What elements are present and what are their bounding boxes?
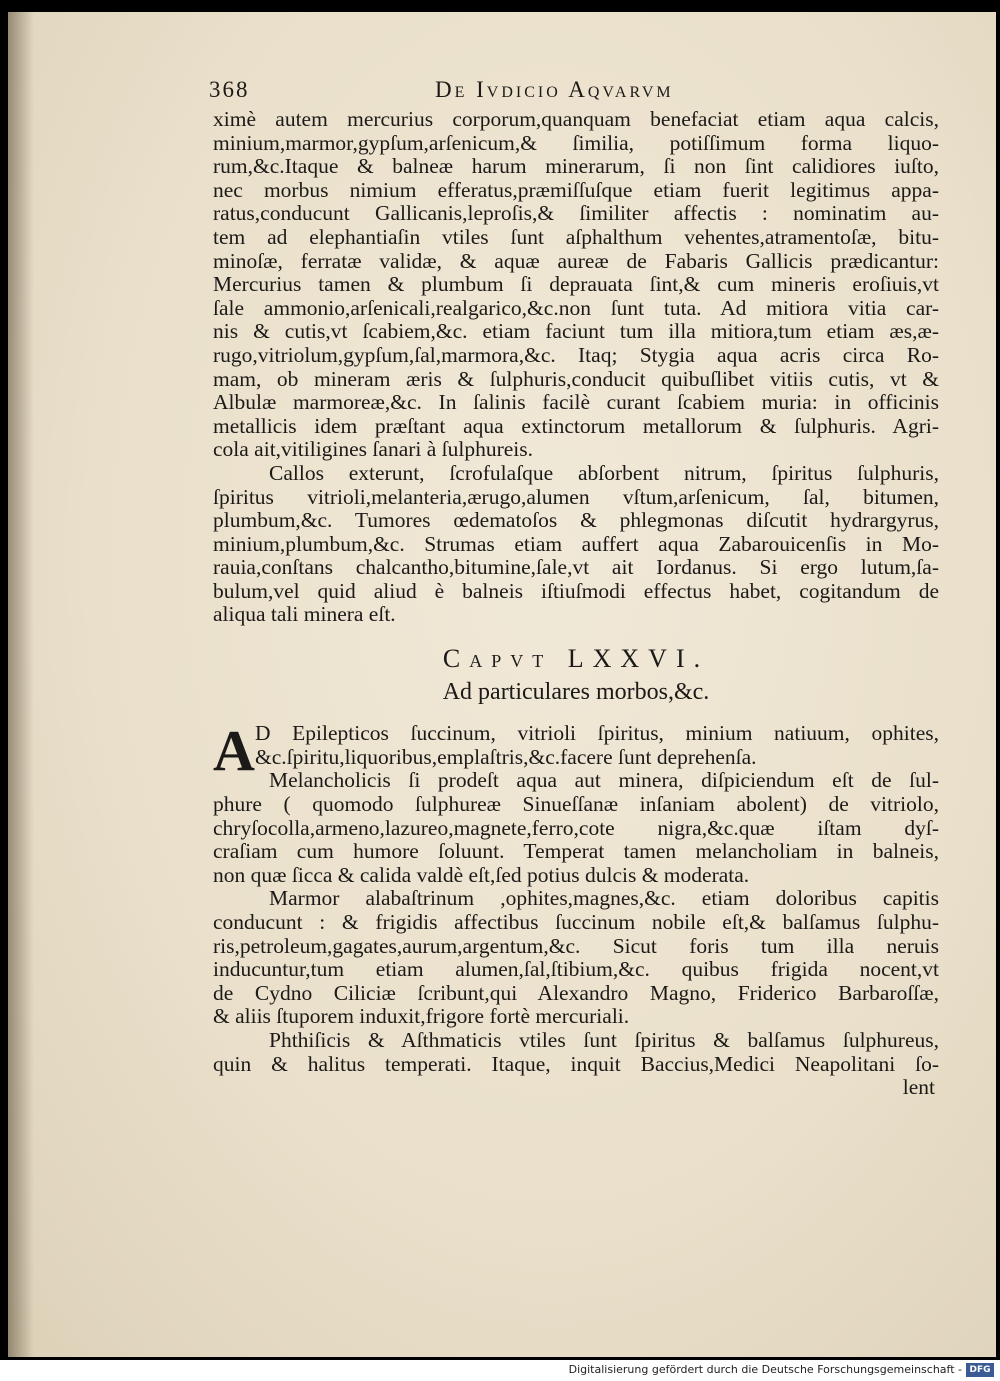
text-line: non quæ ſicca & calida valdè eſt,ſed potius dulcis & moderata.	[213, 862, 750, 887]
text-line: Melancholicis ſi prodeſt aqua aut minera, diſpiciendum eſt de ſul-	[269, 768, 939, 793]
text-line: tem ad elephantiaſin vtiles ſunt aſphalthum vehentes,atramentoſæ, bitu-	[213, 224, 939, 249]
text-line: phure ( quomodo ſulphureæ Sinueſſanæ inſaniam abolent) de vitriolo,	[213, 792, 939, 817]
text-line: ximè autem mercurius corporum,quanquam benefaciat etiam aqua calcis,	[213, 107, 939, 131]
text-line: &c.ſpiritu,liquoribus,emplaſtris,&c.facere ſunt deprehenſa.	[255, 744, 757, 769]
text-line: cola ait,vitiligines ſanari à ſulphureis.	[213, 437, 534, 462]
text-line: aliqua tali minera eſt.	[213, 602, 396, 627]
text-line: minoſæ, ferratæ validæ, & aquæ aureæ de Fabaris Gallicis prædicantur:	[213, 248, 939, 273]
text-line: quin & halitus temperati. Itaque, inquit Baccius,Medici Neapolitani ſo-	[213, 1051, 939, 1076]
catchword: lent	[902, 1075, 935, 1100]
gutter-shadow	[8, 12, 34, 1357]
text-line: ſpiritus vitrioli,melanteria,ærugo,alumen vſtum,arſenicum, ſal, bitumen,	[213, 484, 939, 509]
text-line: minium,plumbum,&c. Strumas etiam auffert aqua Zabarouicenſis in Mo-	[213, 531, 939, 556]
text-line: nis & cutis,vt ſcabiem,&c. etiam faciunt tum illa mitiora,tum etiam æs,æ-	[213, 319, 939, 344]
footer-bar	[0, 1360, 1000, 1381]
chapter-title: Capvt LXXVI.	[442, 644, 710, 674]
text-line: Marmor alabaſtrinum ,ophites,magnes,&c. etiam doloribus capitis	[269, 886, 939, 911]
drop-cap: A	[213, 718, 255, 784]
running-title: De Ivdicio Aqvarvm	[435, 77, 674, 102]
text-line: metallicis idem præſtant aqua extinctorum metallorum & ſulphuris. Agri-	[213, 413, 939, 438]
page-text	[209, 77, 939, 1100]
text-line: plumbum,&c. Tumores œdematoſos & phlegmonas diſcutit hydrargyrus,	[213, 508, 939, 533]
text-line: bulum,vel quid aliud è balneis iſtiuſmodi effectus habet, cogitandum de	[213, 578, 939, 603]
text-line: ſale ammonio,arſenicali,realgarico,&c.non ſunt tuta. Ad mitiora vitia car-	[213, 295, 939, 320]
text-line: & aliis ſtuporem induxit,frigore fortè mercuriali.	[213, 1004, 630, 1029]
text-line: D Epilepticos ſuccinum, vitrioli ſpiritus, minium natiuum, ophites,	[255, 721, 939, 746]
paragraph-6	[213, 1029, 939, 1076]
text-line: Mercurius tamen & plumbum ſi deprauata ſint,& cum mineris eroſiuis,vt	[213, 272, 939, 297]
running-head	[209, 77, 939, 108]
text-line: de Cydno Ciliciæ ſcribunt,qui Alexandro Magno, Friderico Barbaroſſæ,	[213, 980, 939, 1005]
text-line: craſiam cum humore ſoluunt. Temperat tamen melancholiam in balneis,	[213, 839, 939, 864]
paragraph-3	[213, 722, 939, 769]
text-line: rum,&c.Itaque & balneæ harum minerarum, ſi non ſint calidiores iuſto,	[213, 154, 939, 179]
dfg-logo: DFG	[966, 1363, 994, 1377]
funding-notice: Digitalisierung gefördert durch die Deutsche Forschungsgemeinschaft -	[568, 1363, 962, 1376]
text-line: Phthiſicis & Aſthmaticis vtiles ſunt ſpiritus & balſamus ſulphureus,	[269, 1027, 939, 1052]
text-line: rugo,vitriolum,gypſum,ſal,marmora,&c. Itaq; Stygia aqua acris circa Ro-	[213, 342, 939, 367]
text-line: minium,marmor,gypſum,arſenicum,& ſimilia, potiſſimum forma liquo-	[213, 130, 939, 155]
chapter-subtitle: Ad particulares morbos,&c.	[442, 678, 710, 705]
text-line: rauia,conſtans chalcantho,bitumine,ſale,vt ait Iordanus. Si ergo lutum,ſa-	[213, 555, 939, 580]
paragraph-4	[213, 769, 939, 887]
paragraph-1	[213, 108, 939, 462]
text-line: Callos exterunt, ſcrofulaſque abſorbent nitrum, ſpiritus ſulphuris,	[269, 460, 939, 485]
text-line: Albulæ marmoreæ,&c. In ſalinis facilè curant ſcabiem muria: in officinis	[213, 390, 939, 415]
text-line: conducunt : & frigidis affectibus ſuccinum nobile eſt,& balſamus ſulphu-	[213, 910, 939, 934]
paragraph-2	[213, 462, 939, 627]
text-line: ratus,conducunt Gallicanis,leproſis,& ſimiliter affectis : nominatim au-	[213, 201, 939, 226]
paragraph-5	[213, 887, 939, 1029]
text-line: nec morbus nimium efferatus,præmiſſuſque etiam fuerit legitimus appa-	[213, 177, 939, 202]
text-line: mam, ob mineram æris & ſulphuris,conducit quibuſlibet vitiis cutis, vt &	[213, 366, 939, 391]
text-line: chryſocolla,armeno,lazureo,magnete,ferro,cote nigra,&c.quæ iſtam dyſ-	[213, 815, 939, 840]
page-number: 368	[209, 77, 250, 102]
text-line: inducuntur,tum etiam alumen,ſal,ſtibium,&c. quibus frigida nocent,vt	[213, 957, 939, 982]
text-line: ris,petroleum,gagates,aurum,argentum,&c. Sicut foris tum illa neruis	[213, 933, 939, 958]
